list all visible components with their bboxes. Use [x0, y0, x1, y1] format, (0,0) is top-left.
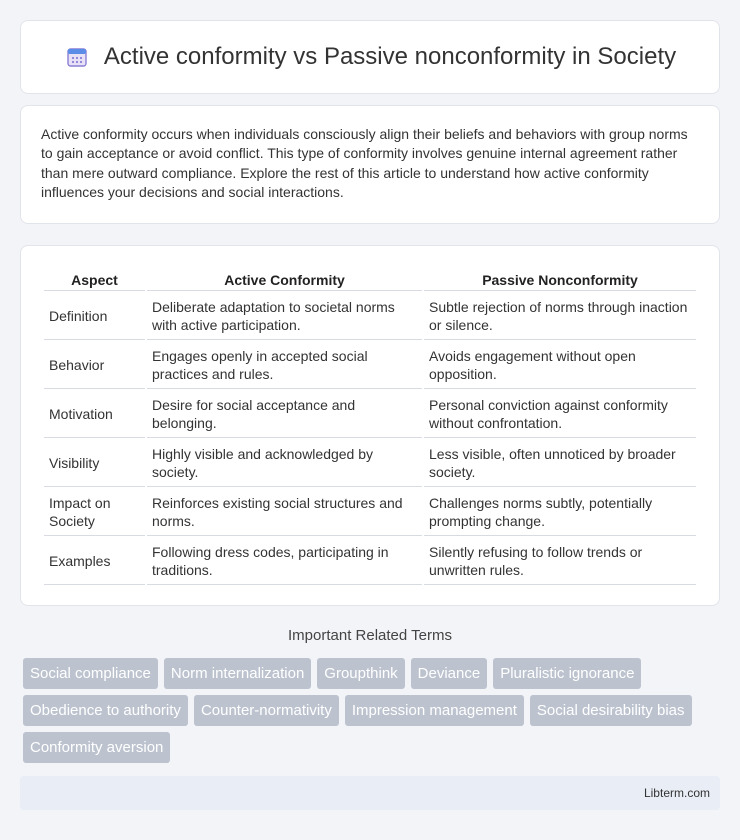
header-aspect: Aspect: [44, 268, 145, 291]
table-row: [44, 293, 696, 340]
row-aspect: Impact on Society: [44, 489, 145, 536]
row-aspect: Visibility: [44, 440, 145, 487]
tag-deviance[interactable]: Deviance: [411, 658, 488, 689]
footer: [20, 776, 720, 810]
row-active: Reinforces existing social structures and norms.: [147, 489, 422, 536]
row-active: Engages openly in accepted social practices and rules.: [147, 342, 422, 389]
row-passive: Subtle rejection of norms through inaction or silence.: [424, 293, 696, 340]
row-aspect: Behavior: [44, 342, 145, 389]
header-passive-nonconformity: Passive Nonconformity: [424, 268, 696, 291]
row-active: Desire for social acceptance and belonging.: [147, 391, 422, 438]
related-terms-list: [23, 658, 713, 769]
tag-norm-internalization[interactable]: Norm internalization: [164, 658, 311, 689]
row-aspect: Examples: [44, 538, 145, 585]
row-passive: Less visible, often unnoticed by broader society.: [424, 440, 696, 487]
intro-card: [20, 105, 720, 224]
table-row: [44, 391, 696, 438]
comparison-table: [42, 266, 698, 587]
calendar-icon: [64, 44, 90, 70]
row-passive: Silently refusing to follow trends or unwritten rules.: [424, 538, 696, 585]
related-terms-title: Important Related Terms: [288, 627, 452, 644]
page-title: Active conformity vs Passive nonconformity in Society: [103, 43, 677, 70]
table-row: [44, 342, 696, 389]
tag-groupthink[interactable]: Groupthink: [317, 658, 404, 689]
row-active: Following dress codes, participating in traditions.: [147, 538, 422, 585]
row-aspect: Definition: [44, 293, 145, 340]
table-row: [44, 489, 696, 536]
row-passive: Personal conviction against conformity without confrontation.: [424, 391, 696, 438]
row-active: Highly visible and acknowledged by society.: [147, 440, 422, 487]
table-row: [44, 538, 696, 585]
tag-social-desirability-bias[interactable]: Social desirability bias: [530, 695, 692, 726]
row-passive: Challenges norms subtly, potentially prompting change.: [424, 489, 696, 536]
tag-conformity-aversion[interactable]: Conformity aversion: [23, 732, 170, 763]
tag-obedience-to-authority[interactable]: Obedience to authority: [23, 695, 188, 726]
title-card: [20, 20, 720, 94]
comparison-card: [20, 245, 720, 606]
tag-counter-normativity[interactable]: Counter-normativity: [194, 695, 339, 726]
row-active: Deliberate adaptation to societal norms with active participation.: [147, 293, 422, 340]
tag-pluralistic-ignorance[interactable]: Pluralistic ignorance: [493, 658, 641, 689]
row-passive: Avoids engagement without open opposition.: [424, 342, 696, 389]
intro-text: Active conformity occurs when individuals consciously align their beliefs and behaviors with group norms to gain acceptance or avoid conflict. This type of conformity involves genuine internal agreement rather than mere outward compliance. Explore the rest of this article to understand how active conformity influences your decisions and social interactions.: [41, 126, 688, 201]
footer-site-link[interactable]: Libterm.com: [643, 786, 710, 800]
table-header-row: [44, 268, 696, 291]
header-active-conformity: Active Conformity: [147, 268, 422, 291]
table-row: [44, 440, 696, 487]
row-aspect: Motivation: [44, 391, 145, 438]
tag-social-compliance[interactable]: Social compliance: [23, 658, 158, 689]
tag-impression-management[interactable]: Impression management: [345, 695, 524, 726]
